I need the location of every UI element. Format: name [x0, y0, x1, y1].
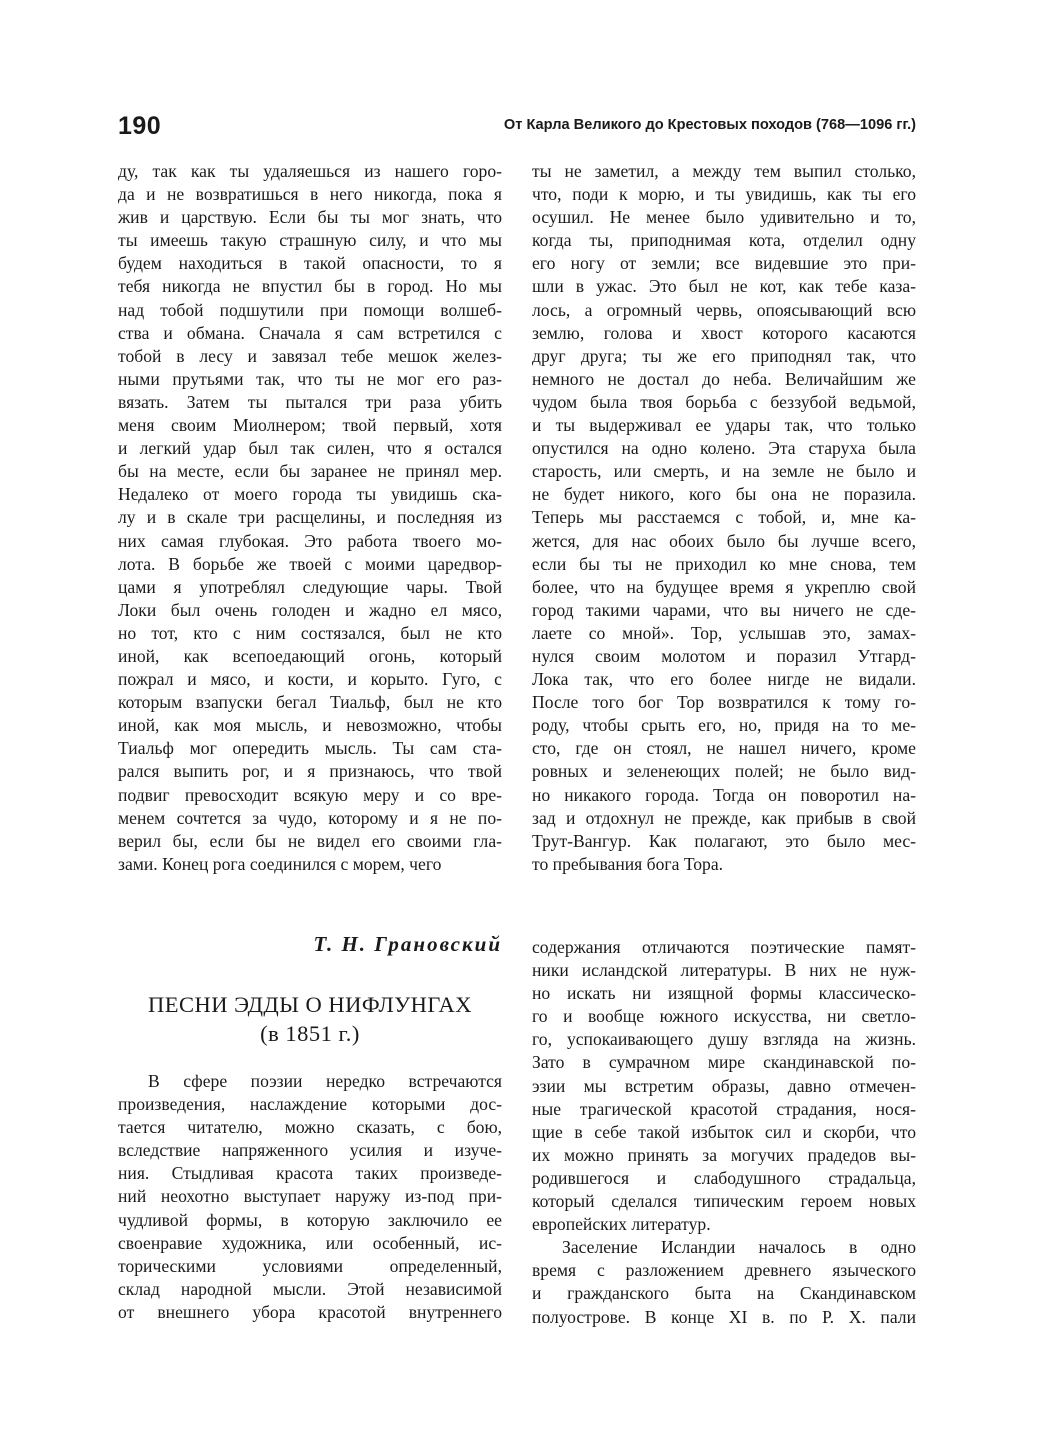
text-line: тается читателю, можно сказать, с бою, — [118, 1117, 502, 1138]
text-line: нулся своим молотом и поразил Утгард- — [532, 645, 916, 666]
text-line: цами я употреблял следующие чары. Твой — [118, 576, 502, 597]
article-title-main: ПЕСНИ ЭДДЫ О НИФЛУНГАХ — [148, 992, 472, 1017]
text-line: город такими чарами, что вы ничего не сде- — [532, 599, 916, 620]
text-line: сто, где он стоял, не нашел ничего, кроме — [532, 738, 916, 759]
text-line: что, поди к морю, и ты увидишь, как ты его — [532, 184, 916, 205]
text-line: лаете со мной». Тор, услышав это, замах- — [532, 622, 916, 643]
running-title: От Карла Великого до Крестовых походов (768—1096 гг.) — [503, 117, 916, 133]
text-line: Теперь мы расстаемся с тобой, и, мне ка- — [532, 507, 916, 528]
text-line: ния. Стыдливая красота таких произведе- — [118, 1163, 502, 1184]
text-line: европейских литератур. — [532, 1214, 711, 1235]
text-line: ными прутьями так, что ты не мог его раз- — [118, 368, 502, 389]
text-line: но искать ни изящной формы классическо- — [532, 983, 916, 1004]
text-line: роду, чтобы срыть его, но, придя на то ме- — [532, 715, 916, 736]
text-line: немного не достал до неба. Величайшим же — [532, 368, 916, 389]
text-line: чудливой формы, в которую заключило ее — [118, 1209, 502, 1230]
text-line: землю, голова и хвост которого касаются — [532, 322, 916, 343]
text-line: тебя никогда не впустил бы в город. Но мы — [118, 276, 502, 297]
text-line: тобой в лесу и завязал тебе мешок желез- — [118, 345, 502, 366]
text-line: вязать. Затем ты пытался три раза убить — [118, 391, 502, 412]
page-number: 190 — [118, 112, 162, 140]
text-line: их можно принять за могучих прадедов вы- — [532, 1144, 916, 1165]
text-line: своенравие художника, или особенный, ис- — [118, 1232, 502, 1253]
text-line: его ногу от земли; все видевшие это при- — [532, 253, 916, 274]
text-line: старость, или смерть, и на земле не было и — [532, 461, 916, 482]
text-line: торическими условиями определенный, — [118, 1255, 502, 1276]
text-line: иной, как всепоедающий огонь, который — [118, 645, 502, 666]
text-line: Лока так, что его более нигде не видали. — [532, 669, 916, 690]
text-line: лу и в скале три расщелины, и последняя из — [118, 507, 502, 528]
text-line: которым взапуски бегал Тиальф, был не кто — [118, 692, 502, 713]
text-line: лота. В борьбе же твоей с моими царедвор- — [118, 553, 502, 574]
text-line: эзии мы встретим образы, давно отмечен- — [532, 1075, 916, 1096]
article-title — [118, 990, 502, 1048]
text-line: меня своим Миолнером; твой первый, хотя — [118, 415, 502, 436]
text-line: то пребывания бога Тора. — [532, 853, 724, 874]
article-author: Т. Н. Грановский — [313, 932, 502, 956]
text-line: ты не заметил, а между тем выпил столько, — [532, 161, 916, 181]
text-line: верил бы, если бы не видел его своими гла- — [118, 830, 502, 851]
text-line: го и вообще южного искусства, ни светло- — [532, 1006, 916, 1027]
text-line: Недалеко от моего города ты увидишь ска- — [118, 484, 502, 505]
text-line: друг друга; ты же его приподнял так, что — [532, 345, 916, 366]
text-line: В сфере поэзии нередко встречаются — [148, 1071, 502, 1091]
text-column-bottom-left — [118, 1070, 502, 1324]
text-line: от внешнего убора красотой внутреннего — [118, 1301, 502, 1322]
text-line: После того бог Тор возвратился к тому го- — [532, 692, 916, 713]
text-line: ду, так как ты удаляешься из нашего горо- — [118, 161, 502, 181]
text-line: рался выпить рог, и я признаюсь, что твой — [118, 761, 502, 782]
text-line: щие в себе такой избыток сил и скорби, что — [532, 1121, 916, 1142]
text-line: да и не возвратишься в него никогда, пока я — [118, 184, 502, 205]
text-line: Заселение Исландии началось в одно — [562, 1237, 916, 1258]
text-line: иной, как моя мысль, и невозможно, чтобы — [118, 715, 502, 736]
text-line: который сделался типическим героем новых — [532, 1191, 916, 1212]
text-column-top-right — [532, 160, 916, 876]
text-line: ства и обмана. Сначала я сам встретился с — [118, 322, 502, 343]
text-line: но никакого города. Тогда он поворотил на- — [532, 784, 916, 805]
text-line: и ты выдерживал ее удары так, что только — [532, 415, 916, 436]
text-line: Зато в сумрачном мире скандинавской по- — [532, 1052, 916, 1073]
text-line: полуострове. В конце XI в. по Р. Х. пали — [532, 1306, 916, 1327]
article-title-date: (в 1851 г.) — [260, 1021, 360, 1046]
text-line: Тиальф мог опередить мысль. Ты сам ста- — [118, 738, 502, 759]
text-line: и легкий удар был так силен, что я остался — [118, 438, 502, 459]
text-line: осушил. Не менее было удивительно и то, — [532, 207, 916, 228]
text-line: Трут-Вангур. Как полагают, это было мес- — [532, 830, 916, 851]
text-line: не будет никого, кого бы она не поразила. — [532, 484, 916, 505]
text-line: Локи был очень голоден и жадно ел мясо, — [118, 599, 502, 620]
text-line: них самая глубокая. Это работа твоего мо- — [118, 530, 502, 551]
text-line: ные трагической красотой страдания, нося- — [532, 1098, 916, 1119]
text-line: но тот, кто с ним состязался, был не кто — [118, 622, 502, 643]
text-line: ровных и зеленеющих полей; не было вид- — [532, 761, 916, 782]
text-line: будем находиться в такой опасности, то я — [118, 253, 502, 274]
text-line: склад народной мысли. Этой независимой — [118, 1278, 502, 1299]
text-line: вследствие напряженного усилия и изуче- — [118, 1140, 502, 1161]
text-line: менем сочтется за чудо, которому и я не по- — [118, 807, 502, 828]
text-line: время с разложением древнего языческого — [532, 1260, 916, 1281]
text-line: жив и царствую. Если бы ты мог знать, что — [118, 207, 502, 228]
text-line: го, успокаивающего душу взгляда на жизнь. — [532, 1029, 916, 1050]
text-line: бы на месте, если бы заранее не принял мер. — [118, 461, 502, 482]
text-line: более, что на будущее время я укреплю свой — [532, 576, 916, 597]
text-line: жется, для нас обоих было бы лучше всего, — [532, 530, 916, 551]
text-line: над тобой подшутили при помощи волшеб- — [118, 299, 502, 320]
text-line: зад и отдохнул не прежде, как прибыв в свой — [532, 807, 916, 828]
text-line: содержания отличаются поэтические памят- — [532, 937, 916, 957]
text-line: лось, а огромный червь, опоясывающий всю — [532, 299, 916, 320]
text-line: и гражданского быта на Скандинавском — [532, 1283, 916, 1304]
text-line: ний неохотно выступает наружу из-под при- — [118, 1186, 502, 1207]
text-line: произведения, наслаждение которыми дос- — [118, 1094, 502, 1115]
text-column-bottom-right — [532, 936, 916, 1329]
text-line: когда ты, приподнимая кота, отделил одну — [532, 230, 916, 251]
text-line: подвиг превосходит всякую меру и со вре- — [118, 784, 502, 805]
text-column-top-left — [118, 160, 502, 876]
text-line: пожрал и мясо, и кости, и корыто. Гуго, с — [118, 669, 502, 690]
text-line: ники исландской литературы. В них не нуж- — [532, 960, 916, 981]
text-line: опустился на одно колено. Эта старуха была — [532, 438, 916, 459]
text-line: шли в ужас. Это был не кот, как тебе каза- — [532, 276, 916, 297]
text-line: чудом была твоя борьба с беззубой ведьмой, — [532, 391, 916, 412]
text-line: родившегося и слабодушного страдальца, — [532, 1167, 916, 1188]
text-line: зами. Конец рога соединился с морем, чего — [118, 853, 442, 874]
text-line: если бы ты не приходил ко мне снова, тем — [532, 553, 916, 574]
text-line: ты имеешь такую страшную силу, и что мы — [118, 230, 502, 251]
